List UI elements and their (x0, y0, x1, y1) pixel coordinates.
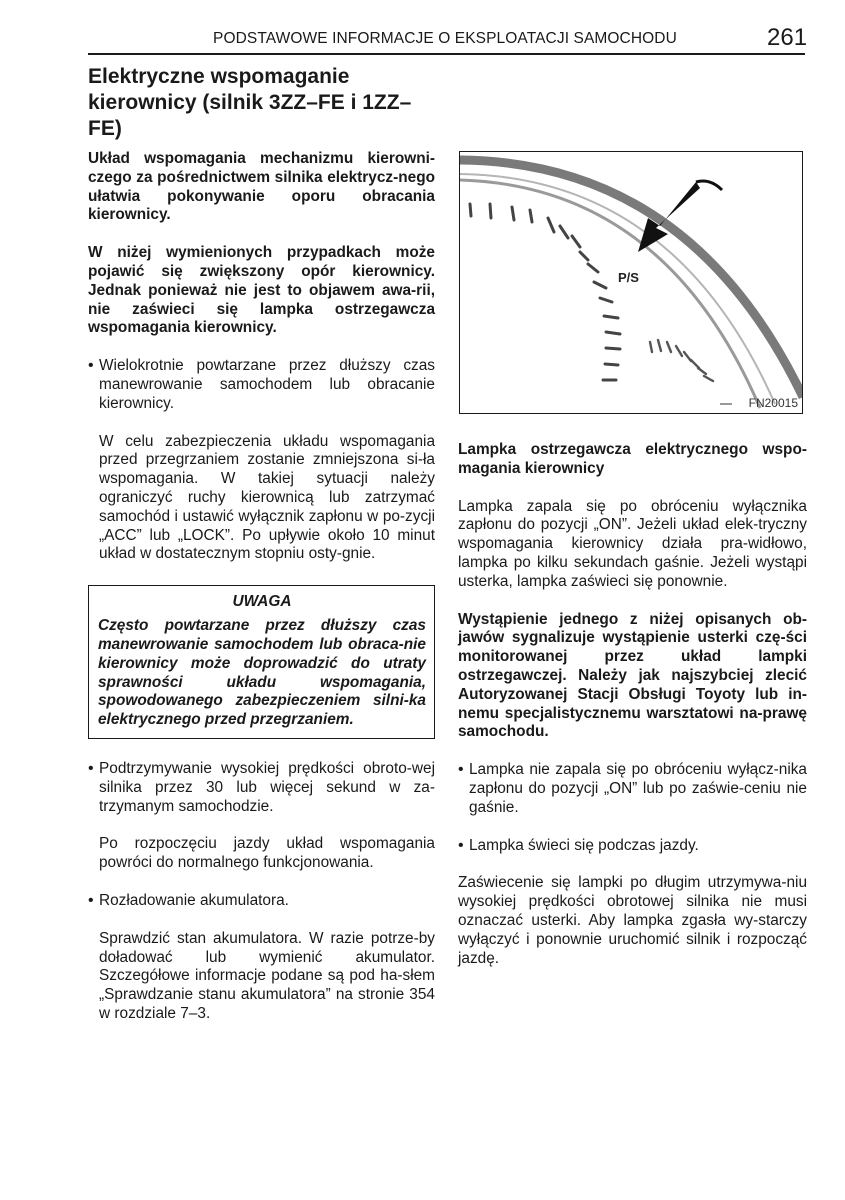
list-item-note: Po rozpoczęciu jazdy układ wspomagania powróci do normalnego funkcjonowania. (99, 835, 435, 872)
list-item-text: Lampka nie zapala się po obróceniu wyłącz-nika zapłonu do pozycji „ON” lub po zaświe-ceniu nie gaśnie. (469, 761, 807, 816)
page-number: 261 (767, 24, 808, 51)
list-item-text: Rozładowanie akumulatora. (99, 891, 289, 909)
increased-resistance-paragraph: W niżej wymienionych przypadkach może pojawić się zwiększony opór kierownicy. Jednak ponieważ nie jest to objawem awa-rii, nie zaświeci się lampka ostrzegawcza wspomagania kierownicy. (88, 244, 435, 337)
list-item-text: Lampka świeci się podczas jazdy. (469, 836, 699, 854)
list-item (458, 761, 807, 817)
running-header: PODSTAWOWE INFORMACJE O EKSPLOATACJI SAMOCHODU (213, 30, 677, 47)
right-column (458, 441, 807, 968)
intro-paragraph: Układ wspomagania mechanizmu kierowni-czego za pośrednictwem silnika elektrycz-nego ułatwia pokonywanie oporu obracania kierownicy. (88, 150, 435, 224)
bullet-icon: • (458, 836, 464, 854)
upper-tick-marks (470, 204, 620, 380)
warning-box (88, 585, 435, 739)
bullet-icon: • (458, 761, 464, 779)
list-item-text: Wielokrotnie powtarzane przez dłuższy czas manewrowanie samochodem lub obracanie kierownicy. (99, 357, 435, 412)
instrument-panel-figure (459, 151, 803, 414)
lamp-behaviour-paragraph: Lampka zapala się po obróceniu wyłącznika zapłonu do pozycji „ON”. Jeżeli układ elek-tryczny wspomagania kierownicy działa pra-widłowo, lampka po kilku sekundach gaśnie. Jeżeli wystąpi usterka, lampka zaświeci się ponownie. (458, 497, 807, 590)
section-title: Elektryczne wspomaganie kierownicy (silnik 3ZZ–FE i 1ZZ–FE) (88, 65, 412, 140)
list-item (88, 892, 435, 911)
figure-code: FN20015 (748, 396, 798, 410)
list-item-note: Sprawdzić stan akumulatora. W razie potrze-by doładować lub wymienić akumulator. Szczegółowe informacje podane są pod ha-słem „Sprawdzanie stanu akumulatora” na stronie 354 w rozdziale 7–3. (99, 929, 435, 1022)
warning-text: Często powtarzane przez dłuższy czas manewrowanie samochodem lub obraca-nie kierownicy może doprowadzić do utraty sprawności układu wspomagania, spowodowanego zabezpieczeniem silni-ka elektrycznego przed przegrzaniem. (98, 617, 426, 729)
bullet-icon: • (88, 891, 94, 909)
list-item (88, 760, 435, 816)
closing-paragraph: Zaświecenie się lampki po długim utrzymywa-niu wysokiej prędkości obrotowej silnika nie musi oznaczać usterki. Aby lampka zgasła wy-starczy wyłączyć i ponownie uruchomić silnik i rozpocząć jazdę. (458, 874, 807, 967)
list-item-text: Podtrzymywanie wysokiej prędkości obroto-wej silnika przez 30 lub więcej sekund w za-trzymanym samochodzie. (99, 759, 435, 815)
bullet-icon: • (88, 759, 94, 777)
bullet-icon: • (88, 357, 94, 375)
subheading: Lampka ostrzegawcza elektrycznego wspo-magania kierownicy (458, 441, 807, 477)
list-item (458, 837, 807, 856)
list-item-note: W celu zabezpieczenia układu wspomagania przed przegrzaniem zostanie zmniejszona si-ła wspomagania. W takiej sytuacji należy ograniczyć ruchy kierownicą lub zatrzymać samochód i ustawić wyłącznik zapłonu w po-zycji „ACC” lub „LOCK”. Po upływie około 10 minut układ w dostatecznym stopniu osty-gnie. (99, 432, 435, 563)
header-rule (88, 53, 805, 55)
warning-title: UWAGA (232, 593, 292, 611)
list-item (88, 357, 435, 413)
lower-tick-marks (650, 340, 713, 381)
ps-indicator-label: P/S (618, 270, 639, 285)
fault-symptoms-paragraph: Wystąpienie jednego z niżej opisanych ob-jawów sygnalizuje wystąpienie usterki czę-ści monitorowanej przez układ lampki ostrzegawczej. Należy jak najszybciej zlecić Autoryzowanej Stacji Obsługi Toyoty lub in-nemu specjalistycznemu warsztatowi na-prawę samochodu. (458, 610, 807, 741)
left-column (88, 150, 435, 1024)
